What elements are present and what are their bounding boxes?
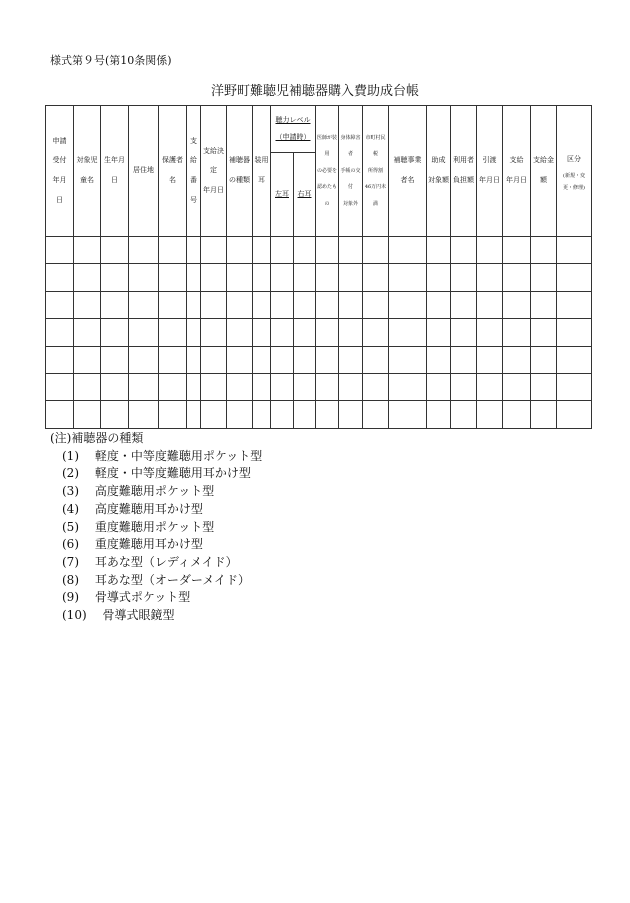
table-cell (227, 401, 253, 428)
table-cell (531, 373, 557, 400)
header-left-ear (271, 153, 294, 237)
table-cell (316, 237, 339, 264)
device-type-item: (1) 軽度・中等度難聴用ポケット型 (62, 448, 263, 463)
table-cell (187, 373, 201, 400)
table-cell (271, 291, 294, 318)
table-cell (503, 319, 531, 346)
device-type-item: (2) 軽度・中等度難聴用耳かけ型 (62, 466, 251, 481)
table-cell (253, 319, 271, 346)
subsidy-ledger-table (45, 105, 592, 429)
table-cell (129, 264, 159, 291)
table-cell (451, 401, 477, 428)
table-cell (101, 264, 129, 291)
table-cell (363, 291, 389, 318)
table-cell (201, 237, 227, 264)
notes (50, 430, 262, 625)
table-cell (271, 264, 294, 291)
table-cell (294, 291, 316, 318)
device-type-item: (7) 耳あな型（レディメイド） (62, 554, 238, 569)
table-cell (316, 264, 339, 291)
table-cell (129, 237, 159, 264)
table-cell (227, 319, 253, 346)
table-row (46, 291, 592, 318)
table-cell (253, 237, 271, 264)
table-cell (339, 373, 363, 400)
header-category (557, 106, 592, 237)
left-ear-label: 左耳 (275, 190, 289, 198)
table-row (46, 346, 592, 373)
table-cell (503, 401, 531, 428)
table-cell (294, 264, 316, 291)
table-cell (101, 319, 129, 346)
table-cell (531, 237, 557, 264)
table-cell (294, 373, 316, 400)
table-cell (557, 401, 592, 428)
table-cell (557, 264, 592, 291)
table-cell (101, 346, 129, 373)
table-cell (477, 264, 503, 291)
header-child-name: 対象児 童名 (74, 106, 101, 237)
table-cell (389, 319, 427, 346)
notes-heading: (注)補聴器の種類 (50, 431, 144, 445)
header-delivery-date: 引渡 年月日 (477, 106, 503, 237)
table-cell (339, 291, 363, 318)
table-cell (503, 291, 531, 318)
table-cell (227, 237, 253, 264)
table-cell (101, 291, 129, 318)
table-cell (557, 373, 592, 400)
table-cell (201, 264, 227, 291)
device-type-list (50, 448, 262, 625)
table-cell (503, 237, 531, 264)
device-type-item: (10) 骨導式眼鏡型 (62, 608, 175, 623)
table-cell (294, 346, 316, 373)
table-cell (557, 291, 592, 318)
table-cell (253, 291, 271, 318)
table-cell (101, 401, 129, 428)
table-cell (451, 291, 477, 318)
table-cell (531, 291, 557, 318)
table-cell (74, 346, 101, 373)
table-cell (187, 237, 201, 264)
table-cell (129, 319, 159, 346)
table-cell (159, 319, 187, 346)
table-cell (294, 237, 316, 264)
table-cell (557, 237, 592, 264)
header-payment-number: 支 給 番 号 (187, 106, 201, 237)
table-cell (503, 346, 531, 373)
table-cell (187, 401, 201, 428)
table-cell (46, 319, 74, 346)
document-title: 洋野町難聴児補聴器購入費助成台帳 (210, 84, 419, 99)
table-cell (294, 401, 316, 428)
table-cell (389, 373, 427, 400)
table-cell (477, 373, 503, 400)
table-row (46, 401, 592, 428)
table-cell (187, 264, 201, 291)
header-user-burden: 利用者 負担額 (451, 106, 477, 237)
device-type-item: (3) 高度難聴用ポケット型 (62, 484, 215, 499)
table-cell (46, 237, 74, 264)
table-cell (427, 373, 451, 400)
table-cell (531, 401, 557, 428)
table-cell (451, 237, 477, 264)
table-cell (227, 346, 253, 373)
table-cell (46, 264, 74, 291)
table-cell (46, 401, 74, 428)
table-cell (531, 264, 557, 291)
form-number: 様式第９号(第10条関係) (50, 54, 172, 67)
table-cell (253, 264, 271, 291)
table-cell (201, 373, 227, 400)
table-cell (201, 346, 227, 373)
table-cell (129, 291, 159, 318)
header-vendor-name: 補聴事業 者名 (389, 106, 427, 237)
table-cell (363, 373, 389, 400)
table-cell (316, 291, 339, 318)
table-cell (159, 264, 187, 291)
table-cell (363, 346, 389, 373)
table-cell (316, 401, 339, 428)
device-type-item: (4) 高度難聴用耳かけ型 (62, 501, 203, 516)
table-cell (363, 264, 389, 291)
table-cell (227, 373, 253, 400)
table-cell (159, 401, 187, 428)
table-cell (427, 264, 451, 291)
table-row (46, 237, 592, 264)
table-cell (253, 346, 271, 373)
table-cell (427, 346, 451, 373)
header-subsidy-base: 助成 対象額 (427, 106, 451, 237)
table-cell (316, 346, 339, 373)
table-cell (557, 319, 592, 346)
table-cell (427, 291, 451, 318)
table-cell (253, 373, 271, 400)
table-cell (159, 373, 187, 400)
table-cell (451, 346, 477, 373)
table-cell (271, 401, 294, 428)
table-cell (159, 346, 187, 373)
hearing-level-label: 聴力レベル (275, 116, 311, 125)
table-cell (531, 346, 557, 373)
table-cell (227, 264, 253, 291)
header-device-type: 補聴器 の種類 (227, 106, 253, 237)
header-right-ear (294, 153, 316, 237)
table-cell (339, 237, 363, 264)
table-cell (316, 319, 339, 346)
table-cell (74, 373, 101, 400)
header-worn-ear: 装用 耳 (253, 106, 271, 237)
table-cell (201, 401, 227, 428)
table-cell (271, 373, 294, 400)
header-payment-date: 支給 年月日 (503, 106, 531, 237)
table-cell (389, 401, 427, 428)
device-type-item: (8) 耳あな型（オーダーメイド） (62, 572, 250, 587)
table-cell (74, 319, 101, 346)
table-cell (271, 237, 294, 264)
table-row (46, 319, 592, 346)
table-cell (363, 237, 389, 264)
table-cell (159, 237, 187, 264)
table-cell (201, 291, 227, 318)
table-cell (427, 401, 451, 428)
table-cell (531, 319, 557, 346)
table-cell (294, 319, 316, 346)
table-cell (187, 319, 201, 346)
table-cell (477, 346, 503, 373)
header-disability-cert-excluded: 身体障害 者 手帳の交 付 対象外 (339, 106, 363, 237)
table-cell (129, 373, 159, 400)
device-type-item: (6) 重度難聴用耳かけ型 (62, 537, 203, 552)
table-cell (74, 264, 101, 291)
table-cell (451, 319, 477, 346)
table-cell (477, 237, 503, 264)
header-decision-date: 支給決 定 年月日 (201, 106, 227, 237)
table-cell (227, 291, 253, 318)
table-cell (557, 346, 592, 373)
table-cell (363, 401, 389, 428)
header-income-condition: 市町村民 税 所得割 46万円未 満 (363, 106, 389, 237)
table-cell (101, 237, 129, 264)
table-cell (271, 319, 294, 346)
table-cell (187, 291, 201, 318)
table-body (46, 237, 592, 429)
table-cell (363, 319, 389, 346)
table-cell (389, 346, 427, 373)
right-ear-label: 右耳 (297, 190, 312, 198)
table-cell (427, 319, 451, 346)
table-cell (129, 401, 159, 428)
table-cell (389, 264, 427, 291)
table-cell (451, 373, 477, 400)
table-cell (339, 346, 363, 373)
table-cell (187, 346, 201, 373)
device-type-item: (5) 重度難聴用ポケット型 (62, 519, 215, 534)
table-cell (477, 401, 503, 428)
table-cell (427, 237, 451, 264)
header-hearing-level (271, 106, 316, 153)
table-cell (201, 319, 227, 346)
table-cell (316, 373, 339, 400)
hearing-level-when: （申請時） (275, 133, 311, 141)
table-cell (101, 373, 129, 400)
table-cell (46, 291, 74, 318)
table-cell (253, 401, 271, 428)
table-cell (271, 346, 294, 373)
table-cell (339, 319, 363, 346)
table-cell (74, 401, 101, 428)
table-cell (477, 319, 503, 346)
table-cell (46, 346, 74, 373)
table-cell (74, 291, 101, 318)
category-options: (新規・変 更・修理) (563, 172, 585, 191)
header-payment-amount: 支給金 額 (531, 106, 557, 237)
table-row (46, 373, 592, 400)
header-birthdate: 生年月 日 (101, 106, 129, 237)
table-cell (389, 291, 427, 318)
table-cell (503, 264, 531, 291)
device-type-item: (9) 骨導式ポケット型 (62, 590, 191, 605)
table-cell (389, 237, 427, 264)
table-row (46, 264, 592, 291)
table-cell (159, 291, 187, 318)
table-cell (339, 401, 363, 428)
table-cell (503, 373, 531, 400)
table-cell (477, 291, 503, 318)
header-application-date: 申請 受付 年月 日 (46, 106, 74, 237)
table-cell (74, 237, 101, 264)
table-cell (46, 373, 74, 400)
header-address: 居住地 (129, 106, 159, 237)
table-cell (339, 264, 363, 291)
table-cell (129, 346, 159, 373)
category-label: 区分 (567, 154, 581, 163)
table-cell (451, 264, 477, 291)
header-doctor-approved: 医師が装 用 の必要を 認めたも の (316, 106, 339, 237)
header-guardian-name: 保護者 名 (159, 106, 187, 237)
